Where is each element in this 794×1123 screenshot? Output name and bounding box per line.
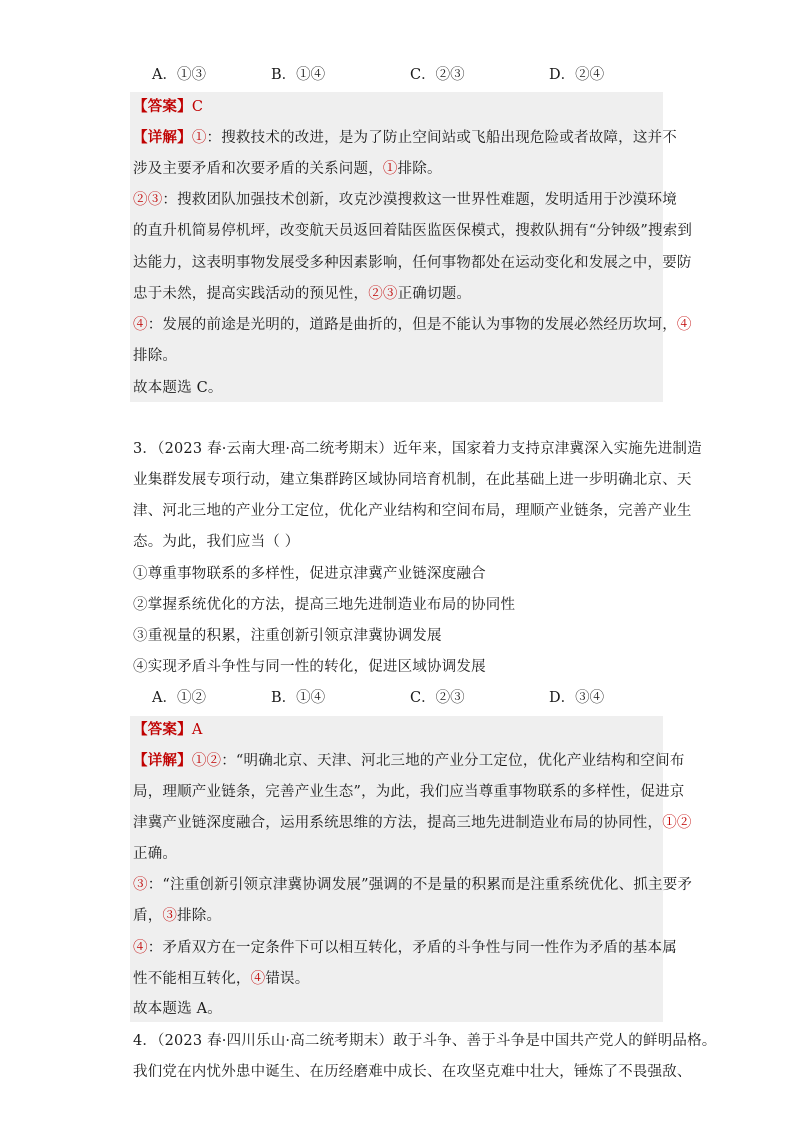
answer-tag: 【答案】	[133, 721, 192, 738]
choice-number: ②③	[133, 192, 163, 208]
detail-text: ：“明确北京、天津、河北三地的产业分工定位，优化产业结构和空间布	[221, 753, 685, 769]
answer-line	[133, 719, 663, 741]
detail-text: 性不能相互转化，	[133, 971, 251, 987]
conclusion-line: 故本题选 C。	[133, 380, 223, 396]
detail-line	[133, 905, 663, 927]
option-d: D．③④	[549, 690, 605, 706]
answer-line	[133, 96, 663, 118]
option-c: C．②③	[410, 690, 465, 706]
choice-number: ①②	[191, 753, 222, 769]
detail-tag: 【详解】	[133, 129, 192, 146]
detail-text: ：“注重创新引领京津冀协调发展”强调的不是量的积累而是注重系统优化、抓主要矛	[147, 877, 693, 893]
detail-line	[133, 158, 663, 180]
statement-item: ②掌握系统优化的方法，提高三地先进制造业布局的协同性	[133, 597, 516, 613]
detail-line	[133, 968, 663, 990]
question-stem: 业集群发展专项行动，建立集群跨区域协同培育机制，在此基础上进一步明确北京、天	[133, 472, 692, 488]
detail-line: 局，理顺产业链条，完善产业生态”，为此，我们应当尊重事物联系的多样性，促进京	[133, 784, 685, 800]
statement-item: ③重视量的积累，注重创新引领京津冀协调发展	[133, 628, 442, 644]
answer-value: C	[191, 99, 204, 115]
detail-line	[133, 189, 677, 211]
question-stem: 我们党在内忧外患中诞生、在历经磨难中成长、在攻坚克难中壮大，锤炼了不畏强敌、	[133, 1064, 692, 1080]
detail-line	[133, 937, 677, 959]
detail-line: 的直升机简易停机坪，改变航天员返回着陆医监医保模式，搜救队拥有“分钟级”搜索到	[133, 223, 693, 239]
detail-line	[133, 750, 685, 772]
choice-number: ③	[162, 908, 178, 924]
conclusion-line: 故本题选 A。	[133, 1001, 222, 1017]
statement-item: ④实现矛盾斗争性与同一性的转化，促进区域协调发展	[133, 659, 486, 675]
question-stem: 态。为此，我们应当（ ）	[133, 534, 300, 550]
detail-line	[133, 314, 692, 336]
detail-line: 排除。	[133, 348, 178, 364]
option-a: A．①②	[152, 690, 206, 706]
answer-value: A	[191, 722, 203, 738]
statement-item: ①尊重事物联系的多样性，促进京津冀产业链深度融合	[133, 566, 486, 582]
option-c: C．②③	[410, 67, 465, 83]
choice-number: ①	[191, 130, 207, 146]
detail-text: 排除。	[397, 161, 442, 177]
detail-line: 达能力，这表明事物发展受多种因素影响，任何事物都处在运动变化和发展之中，要防	[133, 255, 692, 271]
answer-tag: 【答案】	[133, 98, 192, 115]
detail-text: ：矛盾双方在一定条件下可以相互转化，矛盾的斗争性与同一性作为矛盾的基本属	[147, 940, 677, 956]
detail-text: ：搜救团队加强技术创新，攻克沙漠搜救这一世界性难题，发明适用于沙漠环境	[162, 192, 677, 208]
detail-line	[133, 283, 663, 305]
question-stem: 4．（2023 春·四川乐山·高二统考期末）敢于斗争、善于斗争是中国共产党人的鲜明品格。	[133, 1033, 717, 1049]
option-a: A．①③	[152, 67, 206, 83]
detail-line	[133, 812, 692, 834]
detail-text: ：发展的前途是光明的，道路是曲折的，但是不能认为事物的发展必然经历坎坷，	[147, 317, 677, 333]
choice-number: ④	[250, 971, 266, 987]
option-b: B．①④	[271, 690, 326, 706]
question-stem: 津、河北三地的产业分工定位，优化产业结构和空间布局，理顺产业链条，完善产业生	[133, 503, 692, 519]
detail-line	[133, 127, 677, 149]
choice-number: ④	[676, 317, 692, 333]
detail-text: 排除。	[177, 908, 222, 924]
detail-text: 盾，	[133, 908, 163, 924]
choice-number: ③	[133, 877, 148, 893]
detail-text: 正确切题。	[397, 286, 472, 302]
detail-text: 忠于未然，提高实践活动的预见性，	[133, 286, 369, 302]
choice-number: ②③	[368, 286, 398, 302]
choice-number: ①②	[662, 815, 692, 831]
detail-text: 错误。	[265, 971, 310, 987]
question-stem: 3．（2023 春·云南大理·高二统考期末）近年来，国家着力支持京津冀深入实施先进制造	[133, 441, 702, 457]
choice-number: ④	[133, 317, 148, 333]
option-b: B．①④	[271, 67, 326, 83]
option-d: D．②④	[549, 67, 605, 83]
detail-text: 津冀产业链深度融合，运用系统思维的方法，提高三地先进制造业布局的协同性，	[133, 815, 663, 831]
detail-line: 正确。	[133, 846, 178, 862]
detail-line	[133, 874, 693, 896]
choice-number: ①	[382, 161, 398, 177]
detail-tag: 【详解】	[133, 752, 192, 769]
detail-text: ：搜救技术的改进，是为了防止空间站或飞船出现危险或者故障，这并不	[206, 130, 677, 146]
detail-text: 涉及主要矛盾和次要矛盾的关系问题，	[133, 161, 383, 177]
choice-number: ④	[133, 940, 148, 956]
